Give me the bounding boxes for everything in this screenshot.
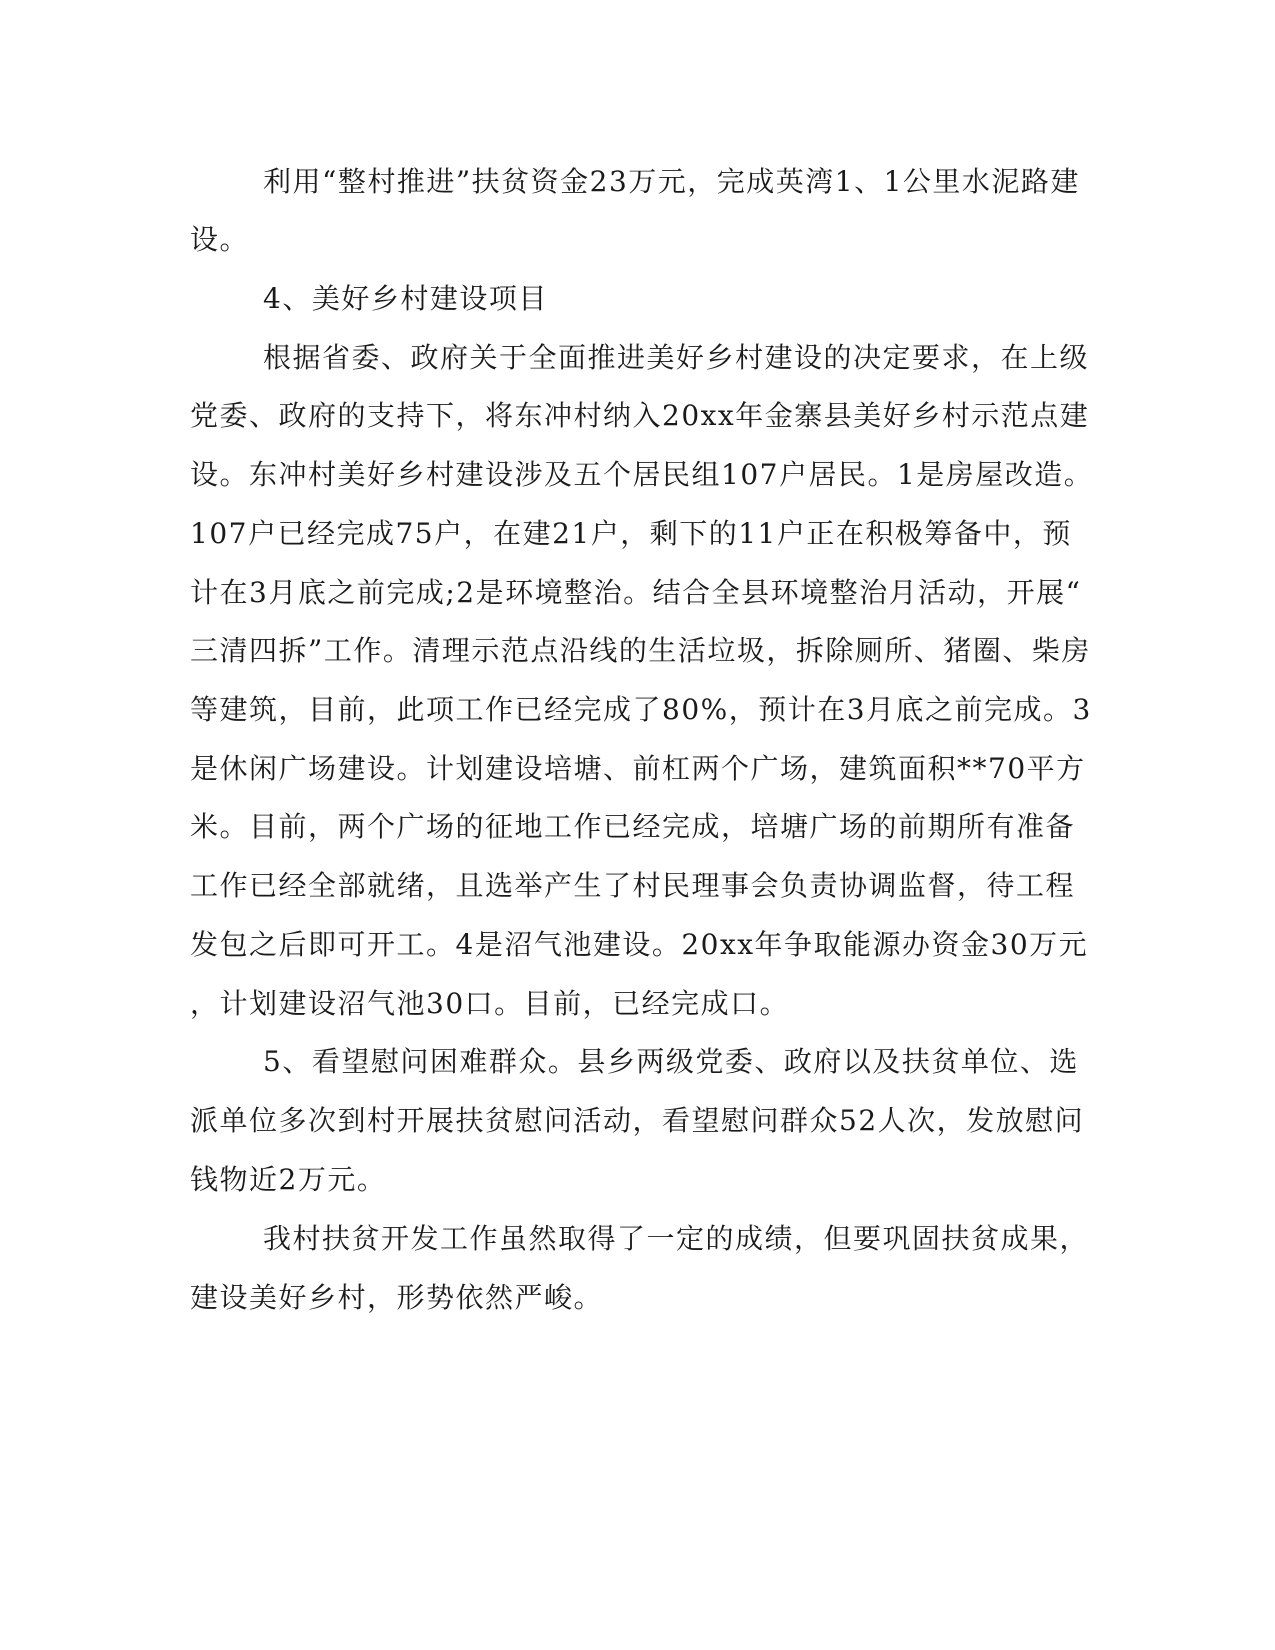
text-line: 钱物近2万元。 xyxy=(190,1163,387,1196)
text-line: 5、看望慰问困难群众。县乡两级党委、政府以及扶贫单位、选 xyxy=(263,1045,1079,1078)
text-line: 计在3月底之前完成;2是环境整治。结合全县环境整治月活动，开展“ xyxy=(190,576,1082,609)
text-line: 工作已经全部就绪，且选举产生了村民理事会负责协调监督，待工程 xyxy=(190,869,1076,902)
text-line: 107户已经完成75户，在建21户，剩下的11户正在积极筹备中，预 xyxy=(190,517,1072,550)
text-line: 根据省委、政府关于全面推进美好乡村建设的决定要求，在上级 xyxy=(263,341,1090,374)
text-line: 三清四拆”工作。清理示范点沿线的生活垃圾，拆除厕所、猪圈、柴房 xyxy=(190,634,1091,667)
text-line: 发包之后即可开工。4是沼气池建设。20xx年争取能源办资金30万元 xyxy=(190,928,1089,961)
text-line: 利用“整村推进”扶贫资金23万元，完成英湾1、1公里水泥路建 xyxy=(263,165,1080,198)
text-line: 派单位多次到村开展扶贫慰问活动，看望慰问群众52人次，发放慰问 xyxy=(190,1104,1085,1137)
text-line: 建设美好乡村，形势依然严峻。 xyxy=(190,1281,604,1314)
text-line: 米。目前，两个广场的征地工作已经完成，培塘广场的前期所有准备 xyxy=(190,810,1076,843)
text-line: 设。东冲村美好乡村建设涉及五个居民组107户居民。1是房屋改造。 xyxy=(190,458,1094,491)
text-line: 党委、政府的支持下，将东冲村纳入20xx年金寨县美好乡村示范点建 xyxy=(190,399,1090,432)
section-heading: 4、美好乡村建设项目 xyxy=(263,282,548,315)
text-line: 我村扶贫开发工作虽然取得了一定的成绩，但要巩固扶贫成果， xyxy=(263,1222,1090,1255)
text-line: 设。 xyxy=(190,223,250,256)
text-line: 等建筑，目前，此项工作已经完成了80%，预计在3月底之前完成。3 xyxy=(190,693,1092,726)
text-line: ，计划建设沼气池30口。目前，已经完成口。 xyxy=(190,987,790,1020)
text-line: 是休闲广场建设。计划建设培塘、前杠两个广场，建筑面积**70平方 xyxy=(190,752,1086,785)
